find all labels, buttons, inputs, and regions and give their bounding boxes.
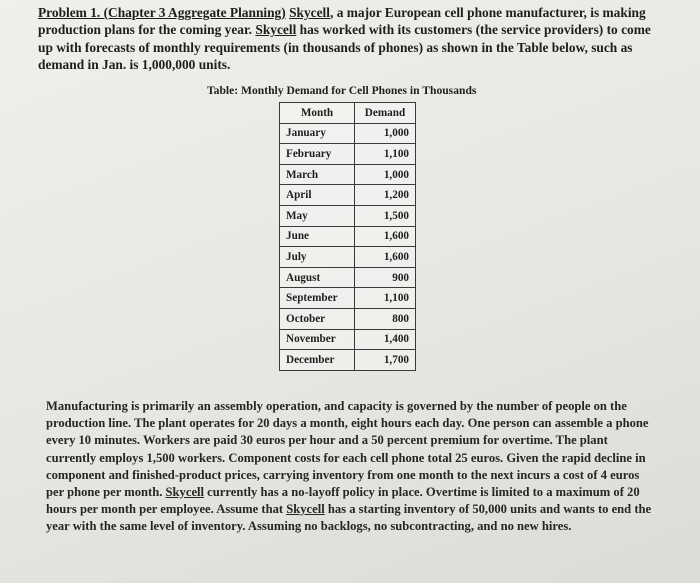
demand-cell: 1,100	[355, 288, 416, 309]
demand-cell: 900	[355, 267, 416, 288]
table-row	[280, 123, 416, 144]
demand-cell: 1,500	[355, 205, 416, 226]
table-row	[280, 288, 416, 309]
demand-cell: 1,100	[355, 144, 416, 165]
table-row	[280, 247, 416, 268]
intro-text-1: , a major European cell phone manufacturer, is making production plans for the coming year.	[38, 5, 646, 38]
table-row	[280, 164, 416, 185]
company-name: Skycell	[286, 502, 325, 517]
demand-cell: 800	[355, 308, 416, 329]
table-row	[280, 329, 416, 350]
table-row	[280, 144, 416, 165]
month-cell: May	[280, 205, 355, 226]
table-row	[280, 308, 416, 329]
demand-cell: 1,600	[355, 247, 416, 268]
table-row	[280, 185, 416, 206]
table-row	[280, 267, 416, 288]
description-text-3: has a starting inventory of 50,000 units and wants to end the year with the same level of inventory. Assuming no backlogs, no subcontracting, and no new hires.	[46, 502, 652, 534]
description-text-2: currently has a no-layoff policy in place. Overtime is limited to a maximum of 20 hours per month per employee. Assume that	[46, 485, 640, 517]
company-name: Skycell	[289, 5, 330, 20]
month-cell: April	[280, 185, 355, 206]
company-name: Skycell	[255, 22, 297, 38]
table-caption: Table: Monthly Demand for Cell Phones in Thousands	[207, 84, 477, 97]
demand-table	[279, 102, 416, 371]
month-cell: October	[280, 308, 355, 329]
demand-column-header: Demand	[355, 103, 416, 124]
table-row	[280, 226, 416, 247]
month-cell: February	[280, 144, 355, 165]
table-row	[280, 350, 416, 371]
month-cell: July	[280, 247, 355, 268]
table-row	[280, 205, 416, 226]
problem-intro	[38, 4, 666, 74]
month-column-header: Month	[280, 103, 355, 124]
demand-cell: 1,200	[355, 185, 416, 206]
company-name: Skycell	[165, 485, 205, 500]
month-cell: September	[280, 288, 355, 309]
intro-text-2: has worked with its customers (the service providers) to come up with forecasts of monthly requirements (in thousands of phones) as shown in the Table below, such as demand in Jan. is 1,000,000 units.	[38, 22, 651, 73]
problem-description	[46, 398, 658, 536]
demand-cell: 1,700	[355, 350, 416, 371]
table-header-row	[280, 103, 416, 124]
demand-cell: 1,600	[355, 226, 416, 247]
month-cell: June	[280, 226, 355, 247]
demand-cell: 1,000	[355, 164, 416, 185]
description-text-1: Manufacturing is primarily an assembly operation, and capacity is governed by the number of people on the production line. The plant operates for 20 days a month, eight hours each day. One person can assemble a phone every 10 minutes. Workers are paid 30 euros per hour and a 50 percent premium for overtime. The plant currently employs 1,500 workers. Component costs for each cell phone total 25 euros. Given the rapid decline in component and finished-product prices, carrying inventory from one month to the next incurs a cost of 4 euros per phone per month.	[46, 399, 649, 500]
month-cell: January	[280, 123, 355, 144]
demand-cell: 1,400	[355, 329, 416, 350]
demand-cell: 1,000	[355, 123, 416, 144]
month-cell: March	[280, 164, 355, 185]
month-cell: August	[280, 267, 355, 288]
month-cell: November	[280, 329, 355, 350]
month-cell: December	[280, 350, 355, 371]
problem-heading: Problem 1. (Chapter 3 Aggregate Planning)	[38, 5, 286, 20]
